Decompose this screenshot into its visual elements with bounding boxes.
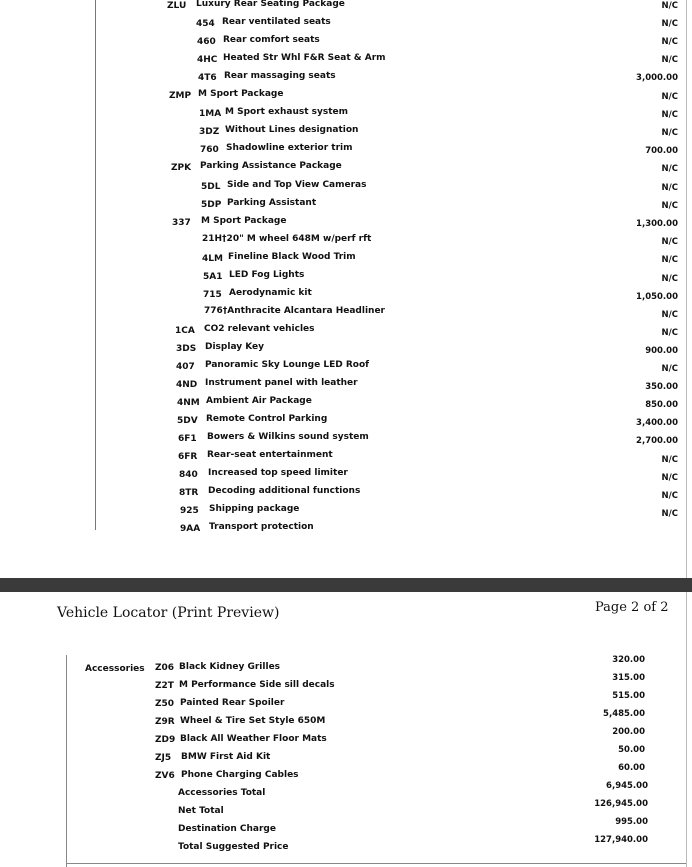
option-label: Aerodynamic kit [229, 288, 312, 298]
option-price: N/C [661, 328, 678, 338]
option-label: Fineline Black Wood Trim [228, 252, 356, 262]
option-code: 760 [200, 145, 219, 155]
option-label: Without Lines designation [225, 125, 359, 135]
option-code: 4ND [176, 380, 198, 390]
option-code: 4NM [177, 398, 200, 408]
option-label: Rear-seat entertainment [207, 450, 333, 460]
option-label: Parking Assistance Package [200, 161, 342, 171]
option-code: 460 [197, 37, 216, 47]
option-price: 1,050.00 [636, 292, 678, 302]
option-label: Bowers & Wilkins sound system [207, 432, 369, 442]
option-label: Panoramic Sky Lounge LED Roof [205, 360, 370, 370]
table-row [0, 360, 692, 374]
option-label: Luxury Rear Seating Package [196, 0, 345, 9]
table-row [0, 450, 692, 464]
option-code: ZLU [167, 1, 187, 11]
option-label: LED Fog Lights [229, 270, 305, 280]
table-row [0, 125, 692, 139]
accessory-label: M Performance Side sill decals [179, 680, 335, 690]
total-price: 6,945.00 [606, 781, 648, 791]
accessory-code: Z06 [155, 663, 175, 673]
option-price: N/C [661, 491, 678, 501]
option-label: Heated Str Whl F&R Seat & Arm [223, 53, 386, 63]
accessory-price: 5,485.00 [603, 709, 645, 719]
table-row [0, 0, 692, 13]
table-row [0, 252, 692, 266]
page-title: Vehicle Locator (Print Preview) [57, 605, 280, 621]
option-label: Transport protection [209, 522, 314, 532]
option-label: CO2 relevant vehicles [204, 324, 315, 334]
option-code: 925 [180, 506, 199, 516]
option-price: 3,000.00 [636, 73, 678, 83]
table-row [0, 143, 692, 157]
table-row [0, 161, 692, 175]
option-price: N/C [661, 364, 678, 374]
total-price: 126,945.00 [594, 799, 648, 809]
option-code: 454 [196, 19, 215, 29]
option-label: Display Key [205, 342, 265, 352]
table-row [0, 35, 692, 49]
option-code: 9AA [180, 524, 201, 534]
option-code: 4LM [202, 254, 223, 264]
table-row [0, 107, 692, 121]
accessory-label: BMW First Aid Kit [181, 752, 271, 762]
accessory-code: Z2T [155, 681, 174, 691]
option-price: 1,300.00 [636, 219, 678, 229]
table-row [0, 234, 692, 248]
option-code: 1MA [199, 109, 222, 119]
accessory-label: Painted Rear Spoiler [180, 698, 285, 708]
total-label: Net Total [178, 806, 224, 816]
option-price: N/C [661, 183, 678, 193]
accessory-code: Z9R [155, 717, 175, 727]
option-code: 5A1 [203, 272, 223, 282]
accessory-label: Wheel & Tire Set Style 650M [180, 716, 326, 726]
table-row [0, 306, 692, 320]
option-price: 700.00 [645, 146, 678, 156]
option-code: 4HC [197, 55, 218, 65]
table-row [0, 378, 692, 392]
option-label: 776†Anthracite Alcantara Headliner [204, 306, 385, 316]
total-label: Destination Charge [178, 824, 276, 834]
option-label: Instrument panel with leather [205, 378, 358, 388]
table-row [0, 180, 692, 194]
accessory-label: Black Kidney Grilles [179, 662, 281, 672]
accessory-price: 515.00 [612, 691, 645, 701]
table-row [0, 432, 692, 446]
total-price: 995.00 [615, 817, 648, 827]
table-row [0, 396, 692, 410]
option-label: Remote Control Parking [206, 414, 328, 424]
table-row [0, 288, 692, 302]
option-label: Decoding additional functions [208, 486, 361, 496]
table-row [0, 71, 692, 85]
option-code: 5DP [201, 200, 222, 210]
option-price: N/C [661, 128, 678, 138]
option-label: 21H†20" M wheel 648M w/perf rft [202, 234, 372, 244]
option-price: N/C [661, 19, 678, 29]
option-label: Ambient Air Package [206, 396, 312, 406]
option-price: N/C [661, 164, 678, 174]
table-row [0, 468, 692, 482]
accessory-code: ZD9 [155, 735, 176, 745]
option-code: ZPK [171, 163, 192, 173]
option-code: 6FR [178, 452, 198, 462]
option-code: 3DZ [199, 127, 220, 137]
option-label: Rear ventilated seats [222, 17, 331, 27]
table-row [0, 324, 692, 338]
accessory-price: 60.00 [618, 763, 645, 773]
option-code: 6F1 [178, 434, 197, 444]
table-row [0, 504, 692, 518]
option-code: 5DL [201, 182, 221, 192]
option-code: 715 [203, 290, 222, 300]
option-price: N/C [661, 92, 678, 102]
option-code: 8TR [179, 488, 199, 498]
option-label: M Sport Package [201, 216, 287, 226]
option-price: 350.00 [645, 382, 678, 392]
accessory-label: Phone Charging Cables [181, 770, 299, 780]
option-price: N/C [661, 37, 678, 47]
total-row [0, 835, 692, 856]
option-code: 3DS [176, 344, 197, 354]
total-label: Total Suggested Price [178, 842, 289, 852]
option-price: 850.00 [645, 400, 678, 410]
table-row [0, 270, 692, 284]
option-label: M Sport exhaust system [225, 107, 349, 117]
accessory-price: 320.00 [612, 655, 645, 665]
table-row [0, 342, 692, 356]
option-price: N/C [661, 455, 678, 465]
table-row [0, 89, 692, 103]
option-label: Shadowline exterior trim [226, 143, 353, 153]
option-price: 2,700.00 [636, 436, 678, 446]
accessory-code: Z50 [155, 699, 175, 709]
option-code: ZMP [169, 91, 192, 101]
option-label: M Sport Package [198, 89, 284, 99]
option-price: N/C [661, 274, 678, 284]
document-page-2 [0, 592, 692, 867]
table-bottom-rule [66, 863, 686, 864]
option-code: 4T6 [198, 73, 217, 83]
table-row [0, 522, 692, 536]
option-code: 407 [176, 362, 195, 372]
accessory-code: ZV6 [155, 771, 175, 781]
option-price: 900.00 [645, 346, 678, 356]
option-label: Rear massaging seats [224, 71, 336, 81]
option-price: N/C [661, 55, 678, 65]
option-price: N/C [661, 255, 678, 265]
option-price: N/C [661, 201, 678, 211]
table-row [0, 414, 692, 428]
page-gap [0, 578, 692, 592]
option-price: N/C [661, 237, 678, 247]
option-price: N/C [661, 110, 678, 120]
accessory-label: Black All Weather Floor Mats [180, 734, 327, 744]
table-row [0, 486, 692, 500]
table-row [0, 198, 692, 212]
accessories-label: Accessories [85, 664, 145, 674]
accessory-code: ZJ5 [155, 753, 172, 763]
page-number: Page 2 of 2 [595, 600, 669, 615]
total-price: 127,940.00 [594, 835, 648, 845]
option-price: N/C [661, 310, 678, 320]
accessory-price: 50.00 [618, 745, 645, 755]
option-label: Increased top speed limiter [208, 468, 348, 478]
option-code: 5DV [177, 416, 198, 426]
option-code: 840 [179, 470, 198, 480]
total-label: Accessories Total [178, 788, 266, 798]
option-price: N/C [661, 473, 678, 483]
accessory-price: 315.00 [612, 673, 645, 683]
option-price: N/C [661, 1, 678, 11]
option-label: Rear comfort seats [223, 35, 320, 45]
table-row [0, 53, 692, 67]
option-price: N/C [661, 509, 678, 519]
option-label: Shipping package [209, 504, 300, 514]
option-code: 337 [172, 218, 191, 228]
table-row [0, 17, 692, 31]
option-label: Parking Assistant [227, 198, 317, 208]
option-price: 3,400.00 [636, 418, 678, 428]
table-row [0, 216, 692, 230]
option-code: 1CA [175, 326, 195, 336]
option-label: Side and Top View Cameras [227, 180, 367, 190]
accessory-price: 200.00 [612, 727, 645, 737]
